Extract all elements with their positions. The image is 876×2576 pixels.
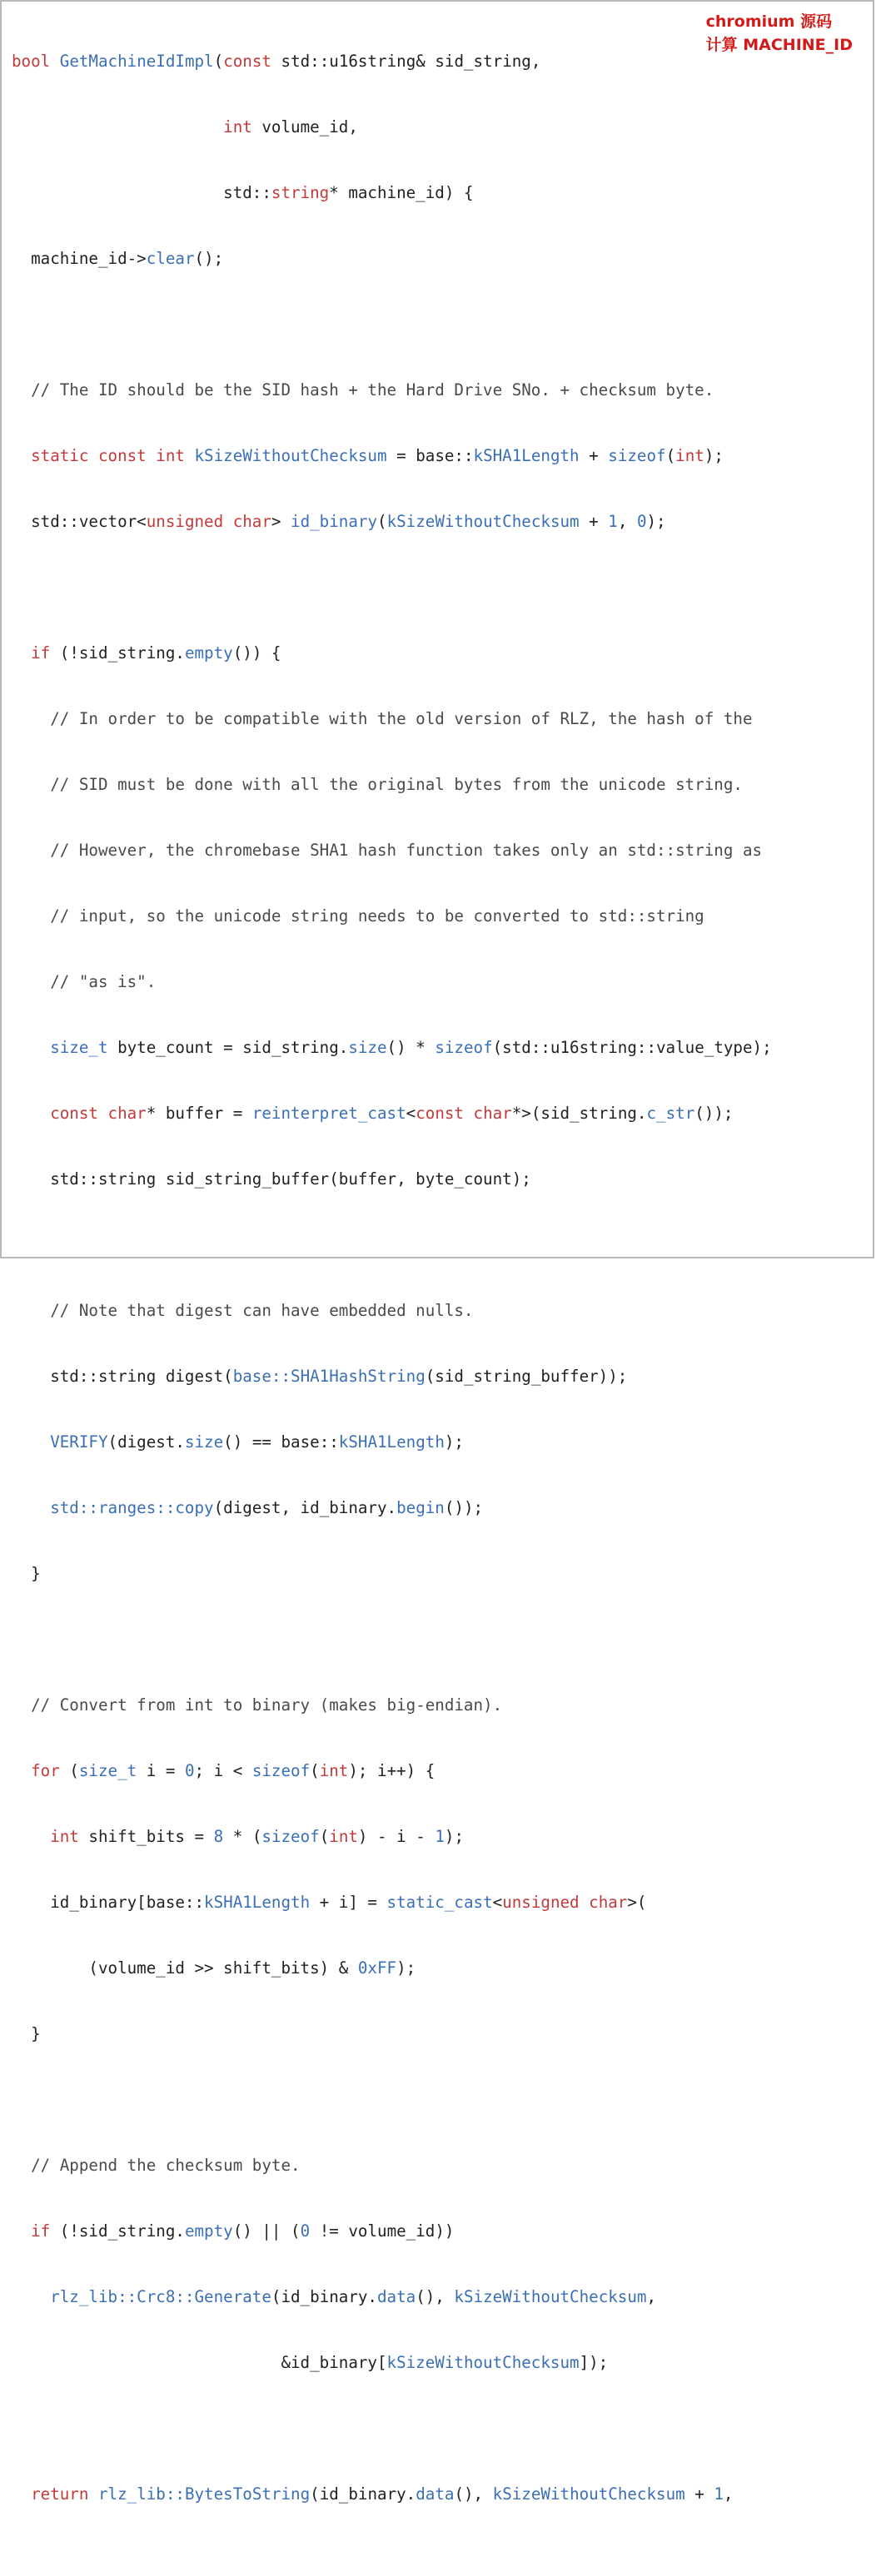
code-line: std::string digest(base::SHA1HashString(sid_string_buffer)); <box>12 1366 628 1386</box>
annotation-chromium-source <box>706 10 853 57</box>
code-line: std::string sid_string_buffer(buffer, byte_count); <box>12 1169 531 1189</box>
annotation-line-2: 计算 MACHINE_ID <box>705 36 853 54</box>
code-line: bool GetMachineIdImpl(const std::u16string& sid_string, <box>12 51 541 71</box>
code-line: // The ID should be the SID hash + the Hard Drive SNo. + checksum byte. <box>12 380 714 400</box>
code-line: int shift_bits = 8 * (sizeof(int) - i - 1); <box>12 1826 465 1846</box>
code-line: // However, the chromebase SHA1 hash function takes only an std::string as <box>12 840 763 860</box>
code-line: size_t byte_count = sid_string.size() * sizeof(std::u16string::value_type); <box>12 1037 772 1057</box>
code-line: } <box>12 2023 41 2043</box>
code-line: std::string* machine_id) { <box>12 182 474 202</box>
code-block <box>2 2 876 2576</box>
code-line: std::ranges::copy(digest, id_binary.begin()); <box>12 1497 484 1517</box>
code-line <box>12 2083 868 2117</box>
code-line: // In order to be compatible with the old version of RLZ, the hash of the <box>12 708 753 728</box>
code-line: std::vector<unsigned char> id_binary(kSizeWithoutChecksum + 1, 0); <box>12 511 666 531</box>
code-line: if (!sid_string.empty()) { <box>12 643 281 663</box>
annotation-line-1: chromium 源码 <box>705 12 833 31</box>
code-line: } <box>12 1563 41 1583</box>
code-line <box>12 2412 868 2445</box>
code-line: machine_id->clear(); <box>12 248 224 268</box>
code-line <box>12 308 868 341</box>
code-line: int volume_id, <box>223 117 358 136</box>
code-line: for (size_t i = 0; i < sizeof(int); i++) { <box>12 1760 436 1780</box>
code-line: static const int kSizeWithoutChecksum = base::kSHA1Length + sizeof(int); <box>12 445 724 465</box>
code-line: // input, so the unicode string needs to be converted to std::string <box>12 906 704 926</box>
code-line: // Note that digest can have embedded nulls. <box>12 1300 474 1320</box>
code-line: if (!sid_string.empty() || (0 != volume_id)) <box>12 2221 455 2241</box>
code-line: // Append the checksum byte. <box>12 2155 301 2175</box>
code-line: &id_binary[kSizeWithoutChecksum]); <box>12 2352 609 2372</box>
code-line: rlz_lib::Crc8::Generate(id_binary.data(), kSizeWithoutChecksum, <box>12 2286 657 2306</box>
code-line: id_binary[base::kSHA1Length + i] = static_cast<unsigned char>( <box>12 1892 647 1912</box>
code-line: // SID must be done with all the original bytes from the unicode string. <box>12 774 743 794</box>
code-line: // Convert from int to binary (makes big-endian). <box>12 1695 503 1715</box>
code-line: VERIFY(digest.size() == base::kSHA1Length); <box>12 1432 464 1452</box>
code-line: return rlz_lib::BytesToString(id_binary.data(), kSizeWithoutChecksum + 1, <box>12 2484 734 2504</box>
code-line: const char* buffer = reinterpret_cast<const char*>(sid_string.c_str()); <box>12 1103 734 1123</box>
code-line <box>12 1623 868 1656</box>
code-line: // "as is". <box>12 971 157 991</box>
code-line <box>12 571 868 604</box>
code-line: (volume_id >> shift_bits) & 0xFF); <box>12 1958 416 1978</box>
code-line <box>12 1228 868 1262</box>
